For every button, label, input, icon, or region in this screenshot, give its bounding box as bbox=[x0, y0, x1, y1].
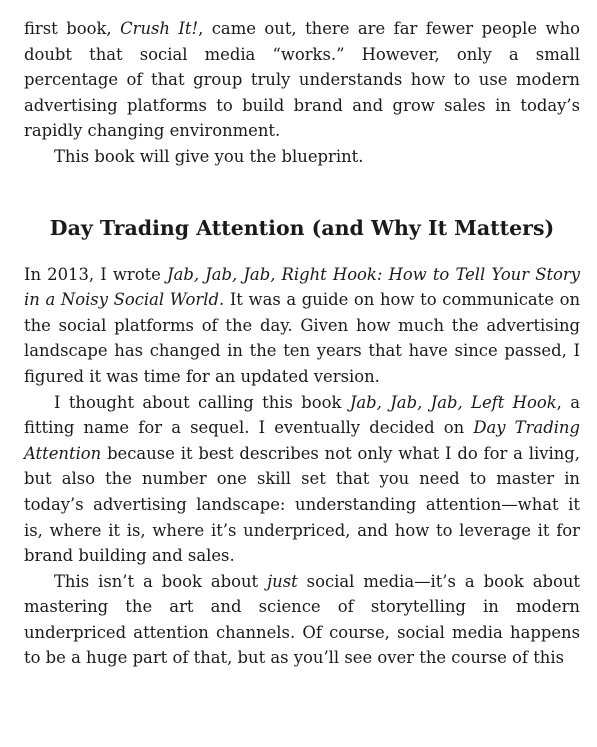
text-segment: , came out, there are far fewer people who doubt that social media “works.” However, only a small percentage of that group truly understands how to use modern advertising platforms to build brand and grow sales in today’s rapidly changing environment. bbox=[24, 19, 580, 141]
paragraph-blueprint bbox=[24, 144, 580, 170]
text-segment: It was a guide on how to communicate on the social platforms of the day. Given how much the advertising landscape has changed in the ten years that have since passed, I figured it was time for an updated version. bbox=[24, 290, 580, 386]
section-heading: Day Trading Attention (and Why It Matters) bbox=[49, 215, 555, 240]
text-segment: because it best describes not only what I do for a living, but also the number one skill set that you need to master in today’s advertising landscape: understanding attention—what it is, where it is, where it’s underpriced, and how to leverage it for brand building and sales. bbox=[24, 443, 580, 566]
text-segment: This isn’t a book about bbox=[54, 571, 268, 591]
book-title-italic: Jab, Jab, Jab, Right Hook: How to Tell Your Story in a Noisy Social World. bbox=[24, 264, 580, 310]
paragraph-intro bbox=[24, 262, 580, 390]
paragraph-continuation bbox=[24, 0, 580, 144]
text-segment: In 2013, I wrote bbox=[24, 264, 167, 284]
text-segment: I thought about calling this book bbox=[54, 392, 350, 412]
paragraph-title-choice bbox=[24, 390, 580, 569]
paragraph-scope bbox=[24, 569, 580, 671]
emphasis-italic: just bbox=[267, 571, 298, 591]
text-segment: first book, bbox=[24, 19, 121, 38]
book-title-italic: Crush It! bbox=[120, 19, 199, 38]
book-title-italic: Jab, Jab, Jab, Left Hook bbox=[349, 392, 557, 412]
text-segment: , a fitting name for a sequel. I eventually decided on bbox=[24, 392, 580, 438]
book-page bbox=[24, 0, 580, 671]
text-segment: This book will give you the blueprint. bbox=[54, 146, 364, 166]
text-segment: social media—it’s a book about mastering the art and science of storytelling in modern underpriced attention channels. Of course, social media happens to be a huge part of that, but as you’ll see over the course of this bbox=[24, 571, 580, 668]
book-title-italic: Day Trading Attention bbox=[24, 418, 580, 463]
